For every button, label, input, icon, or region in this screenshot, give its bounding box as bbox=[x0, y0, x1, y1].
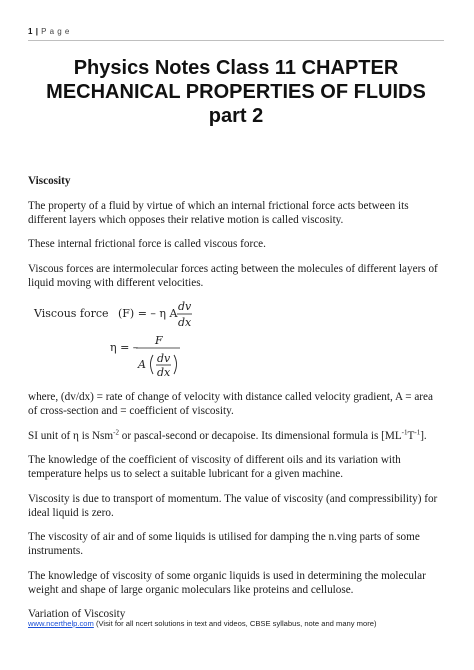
paragraph-definition: The property of a fluid by virtue of which an internal frictional force acts between its different layers which opposes their relative motion is called viscosity. bbox=[28, 199, 409, 226]
formula-line1-denominator: dx bbox=[178, 316, 192, 329]
document-title bbox=[28, 56, 444, 128]
page-number: 1 bbox=[28, 27, 33, 36]
paragraph-intermolecular: Viscous forces are intermolecular forces acting between the molecules of different layers of liquid moving with different velocities. bbox=[28, 262, 438, 289]
formula-line1-numerator: dv bbox=[178, 300, 192, 313]
footer-link[interactable]: www.ncerthelp.com bbox=[28, 619, 94, 628]
page-header bbox=[28, 27, 444, 41]
footer-note: (Visit for all ncert solutions in text and videos, CBSE syllabus, note and many more) bbox=[95, 619, 377, 628]
section-heading: Viscosity bbox=[28, 175, 71, 187]
si-unit-text-2: or pascal-second or decapoise. Its dimensional formula is [ML bbox=[118, 429, 402, 442]
paragraph-viscous-force: These internal frictional force is called viscous force. bbox=[28, 238, 266, 250]
formula-line2-inner-numerator: dv bbox=[157, 352, 171, 365]
formula-left-paren bbox=[151, 355, 154, 374]
document-body bbox=[28, 174, 442, 632]
page-label: P a g e bbox=[41, 27, 70, 36]
paragraph-organic-liquids: The knowledge of viscosity of some organic liquids is used in determining the molecular weight and shape of large organic moleculars like proteins and cellulose. bbox=[28, 569, 426, 596]
formula-line2-lhs: η = – bbox=[110, 341, 139, 354]
paragraph-damping: The viscosity of air and of some liquids is utilised for damping the n.ving parts of some instruments. bbox=[28, 531, 420, 557]
formula-right-paren bbox=[174, 355, 177, 374]
formula-line2-denominator-a: A bbox=[138, 358, 146, 371]
si-unit-text-4: ]. bbox=[420, 429, 427, 442]
si-unit-exp-2: -1 bbox=[401, 427, 408, 436]
paragraph-where: where, (dv/dx) = rate of change of velocity with distance called velocity gradient, A = area of cross-section and = coefficient of viscosity. bbox=[28, 391, 433, 417]
page-footer bbox=[28, 619, 444, 628]
paragraph-momentum: Viscosity is due to transport of momentum. The value of viscosity (and compressibility) for ideal liquid is zero. bbox=[28, 492, 438, 519]
viscosity-formula bbox=[32, 300, 442, 382]
paragraph-variation: Variation of Viscosity bbox=[28, 608, 126, 620]
si-unit-text-1: SI unit of η is Nsm bbox=[28, 429, 114, 442]
si-unit-exp-1: -2 bbox=[113, 427, 119, 436]
title-line-2: MECHANICAL PROPERTIES OF FLUIDS bbox=[46, 81, 426, 103]
title-line-3: part 2 bbox=[208, 105, 264, 127]
si-unit-text-3: T bbox=[407, 429, 415, 442]
paragraph-si-unit bbox=[28, 429, 442, 443]
title-line-1: Physics Notes Class 11 CHAPTER bbox=[73, 57, 399, 79]
si-unit-exp-3: -1 bbox=[414, 427, 421, 436]
formula-label: Viscous force bbox=[34, 307, 109, 320]
formula-line1-lhs: (F) = – η A bbox=[118, 307, 178, 320]
formula-line2-inner-denominator: dx bbox=[157, 366, 171, 379]
formula-line2-numerator: F bbox=[155, 334, 163, 347]
page-separator: | bbox=[35, 27, 39, 36]
paragraph-lubricant: The knowledge of the coefficient of viscosity of different oils and its variation with temperature helps us to select a suitable lubricant for a given machine. bbox=[28, 454, 401, 480]
